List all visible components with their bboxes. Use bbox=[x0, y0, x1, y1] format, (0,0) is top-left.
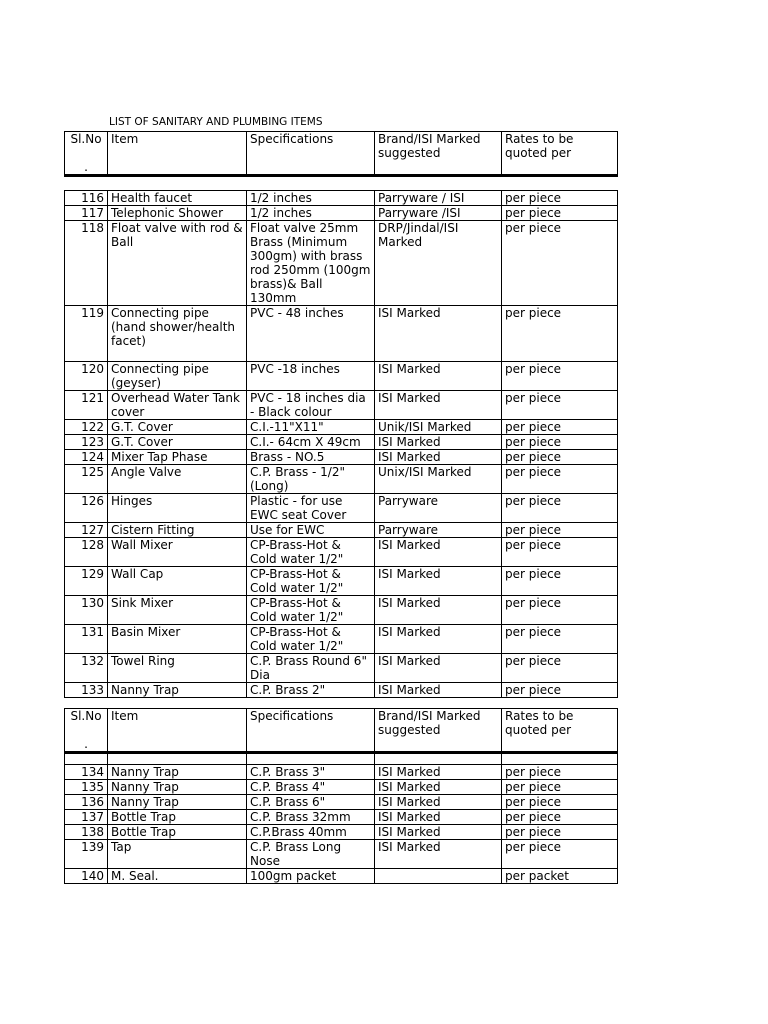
cell-item: Mixer Tap Phase bbox=[108, 450, 247, 465]
cell-specifications: CP-Brass-Hot & Cold water 1/2" bbox=[247, 538, 375, 567]
cell-sl-no: 120 bbox=[65, 362, 108, 391]
table-row bbox=[65, 191, 618, 206]
cell-sl-no: 126 bbox=[65, 494, 108, 523]
table-row bbox=[65, 625, 618, 654]
cell-sl-no: 117 bbox=[65, 206, 108, 221]
header-sl-no: Sl.No bbox=[65, 709, 108, 738]
cell-sl-no: 129 bbox=[65, 567, 108, 596]
cell-specifications: 100gm packet bbox=[247, 869, 375, 884]
table-row bbox=[65, 538, 618, 567]
cell-specifications: C.P. Brass 2" bbox=[247, 683, 375, 698]
table-row bbox=[65, 450, 618, 465]
cell-sl-no: 122 bbox=[65, 420, 108, 435]
table-row-blank bbox=[65, 753, 618, 765]
cell-brand: ISI Marked bbox=[375, 391, 502, 420]
cell-rate: per piece bbox=[502, 221, 618, 306]
table-row bbox=[65, 825, 618, 840]
cell-sl-no: 121 bbox=[65, 391, 108, 420]
cell-sl-no: 138 bbox=[65, 825, 108, 840]
cell-brand: ISI Marked bbox=[375, 795, 502, 810]
cell-item: G.T. Cover bbox=[108, 435, 247, 450]
cell-brand: ISI Marked bbox=[375, 450, 502, 465]
cell-sl-no: 139 bbox=[65, 840, 108, 869]
cell-rate: per piece bbox=[502, 362, 618, 391]
cell-rate: per piece bbox=[502, 683, 618, 698]
cell-sl-no: 136 bbox=[65, 795, 108, 810]
cell-sl-no: 137 bbox=[65, 810, 108, 825]
table-header-1 bbox=[64, 131, 618, 177]
cell-item: Wall Cap bbox=[108, 567, 247, 596]
cell-rate: per piece bbox=[502, 450, 618, 465]
cell-rate: per piece bbox=[502, 494, 618, 523]
cell-brand: ISI Marked bbox=[375, 683, 502, 698]
table-row bbox=[65, 869, 618, 884]
cell-item: Nanny Trap bbox=[108, 683, 247, 698]
header-sl-no-cont: . bbox=[65, 160, 108, 176]
cell-sl-no: 140 bbox=[65, 869, 108, 884]
table-row bbox=[65, 420, 618, 435]
cell-brand: ISI Marked bbox=[375, 625, 502, 654]
cell-item: Connecting pipe (hand shower/health facet) bbox=[108, 306, 247, 362]
cell-item: Nanny Trap bbox=[108, 795, 247, 810]
cell-rate: per piece bbox=[502, 654, 618, 683]
cell-sl-no: 134 bbox=[65, 765, 108, 780]
cell-specifications: PVC - 18 inches dia - Black colour bbox=[247, 391, 375, 420]
cell-brand bbox=[375, 869, 502, 884]
cell-item: Float valve with rod & Ball bbox=[108, 221, 247, 306]
table-row bbox=[65, 206, 618, 221]
cell-item: Sink Mixer bbox=[108, 596, 247, 625]
table-body-1 bbox=[64, 190, 618, 698]
cell-specifications: CP-Brass-Hot & Cold water 1/2" bbox=[247, 596, 375, 625]
cell-item: Basin Mixer bbox=[108, 625, 247, 654]
cell-brand: Unik/ISI Marked bbox=[375, 420, 502, 435]
cell-sl-no: 116 bbox=[65, 191, 108, 206]
cell-brand: ISI Marked bbox=[375, 435, 502, 450]
cell-specifications: C.I.- 64cm X 49cm bbox=[247, 435, 375, 450]
cell-brand: Parryware / ISI bbox=[375, 191, 502, 206]
cell-brand: DRP/Jindal/ISI Marked bbox=[375, 221, 502, 306]
cell-rate: per piece bbox=[502, 420, 618, 435]
cell-brand: Unix/ISI Marked bbox=[375, 465, 502, 494]
header-sl-no: Sl.No bbox=[65, 132, 108, 161]
cell-rate: per piece bbox=[502, 625, 618, 654]
cell-specifications: C.P.Brass 40mm bbox=[247, 825, 375, 840]
cell-rate: per packet bbox=[502, 869, 618, 884]
cell-sl-no: 125 bbox=[65, 465, 108, 494]
cell-brand: Parryware bbox=[375, 523, 502, 538]
table-row bbox=[65, 765, 618, 780]
cell-item: Hinges bbox=[108, 494, 247, 523]
cell-specifications: C.P. Brass - 1/2" (Long) bbox=[247, 465, 375, 494]
cell-rate: per piece bbox=[502, 567, 618, 596]
cell-rate: per piece bbox=[502, 765, 618, 780]
cell-brand: Parryware bbox=[375, 494, 502, 523]
cell-brand: ISI Marked bbox=[375, 538, 502, 567]
page-title: LIST OF SANITARY AND PLUMBING ITEMS bbox=[109, 116, 323, 128]
cell-rate: per piece bbox=[502, 825, 618, 840]
cell-brand: ISI Marked bbox=[375, 840, 502, 869]
cell-specifications: Float valve 25mm Brass (Minimum 300gm) with brass rod 250mm (100gm brass)& Ball 130mm bbox=[247, 221, 375, 306]
table-row bbox=[65, 494, 618, 523]
cell-specifications: CP-Brass-Hot & Cold water 1/2" bbox=[247, 567, 375, 596]
cell-specifications: PVC -18 inches bbox=[247, 362, 375, 391]
cell-sl-no: 123 bbox=[65, 435, 108, 450]
cell-brand: ISI Marked bbox=[375, 596, 502, 625]
cell-item: Bottle Trap bbox=[108, 825, 247, 840]
table-row bbox=[65, 362, 618, 391]
table-row bbox=[65, 523, 618, 538]
cell-rate: per piece bbox=[502, 191, 618, 206]
header-rate: Rates to be quoted per bbox=[502, 132, 618, 161]
header-specifications: Specifications bbox=[247, 709, 375, 738]
table-row bbox=[65, 221, 618, 306]
table-header-2 bbox=[64, 708, 618, 754]
cell-item: Wall Mixer bbox=[108, 538, 247, 567]
cell-item: Connecting pipe (geyser) bbox=[108, 362, 247, 391]
table-row bbox=[65, 780, 618, 795]
cell-specifications: C.P. Brass 3" bbox=[247, 765, 375, 780]
cell-sl-no: 131 bbox=[65, 625, 108, 654]
table-row bbox=[65, 840, 618, 869]
cell-rate: per piece bbox=[502, 435, 618, 450]
cell-specifications: Plastic - for use EWC seat Cover bbox=[247, 494, 375, 523]
cell-item: Cistern Fitting bbox=[108, 523, 247, 538]
cell-brand: ISI Marked bbox=[375, 810, 502, 825]
table-row bbox=[65, 795, 618, 810]
table-row bbox=[65, 567, 618, 596]
cell-rate: per piece bbox=[502, 206, 618, 221]
cell-sl-no: 128 bbox=[65, 538, 108, 567]
cell-rate: per piece bbox=[502, 523, 618, 538]
cell-sl-no: 130 bbox=[65, 596, 108, 625]
cell-sl-no: 132 bbox=[65, 654, 108, 683]
table-row bbox=[65, 465, 618, 494]
table-row bbox=[65, 391, 618, 420]
cell-item: Overhead Water Tank cover bbox=[108, 391, 247, 420]
cell-specifications: C.P. Brass 4" bbox=[247, 780, 375, 795]
cell-item: M. Seal. bbox=[108, 869, 247, 884]
header-sl-no-cont: . bbox=[65, 737, 108, 753]
cell-item: Towel Ring bbox=[108, 654, 247, 683]
cell-rate: per piece bbox=[502, 840, 618, 869]
cell-item: Telephonic Shower bbox=[108, 206, 247, 221]
cell-sl-no: 133 bbox=[65, 683, 108, 698]
cell-sl-no: 119 bbox=[65, 306, 108, 362]
cell-brand: Parryware /ISI bbox=[375, 206, 502, 221]
cell-specifications: 1/2 inches bbox=[247, 206, 375, 221]
table-row bbox=[65, 596, 618, 625]
cell-item: G.T. Cover bbox=[108, 420, 247, 435]
header-item: Item bbox=[108, 132, 247, 161]
cell-specifications: C.P. Brass Long Nose bbox=[247, 840, 375, 869]
table-row bbox=[65, 306, 618, 362]
cell-brand: ISI Marked bbox=[375, 765, 502, 780]
cell-specifications: Use for EWC bbox=[247, 523, 375, 538]
header-brand: Brand/ISI Marked suggested bbox=[375, 132, 502, 161]
cell-brand: ISI Marked bbox=[375, 362, 502, 391]
cell-specifications: C.P. Brass Round 6" Dia bbox=[247, 654, 375, 683]
cell-sl-no: 118 bbox=[65, 221, 108, 306]
cell-item: Angle Valve bbox=[108, 465, 247, 494]
table-row bbox=[65, 810, 618, 825]
header-rate: Rates to be quoted per bbox=[502, 709, 618, 738]
cell-specifications: C.P. Brass 6" bbox=[247, 795, 375, 810]
cell-sl-no: 127 bbox=[65, 523, 108, 538]
cell-brand: ISI Marked bbox=[375, 306, 502, 362]
cell-rate: per piece bbox=[502, 795, 618, 810]
cell-rate: per piece bbox=[502, 596, 618, 625]
cell-brand: ISI Marked bbox=[375, 654, 502, 683]
cell-rate: per piece bbox=[502, 780, 618, 795]
cell-sl-no: 135 bbox=[65, 780, 108, 795]
cell-specifications: PVC - 48 inches bbox=[247, 306, 375, 362]
cell-rate: per piece bbox=[502, 306, 618, 362]
table-row bbox=[65, 654, 618, 683]
cell-specifications: Brass - NO.5 bbox=[247, 450, 375, 465]
header-item: Item bbox=[108, 709, 247, 738]
cell-item: Nanny Trap bbox=[108, 780, 247, 795]
cell-specifications: C.P. Brass 32mm bbox=[247, 810, 375, 825]
cell-specifications: 1/2 inches bbox=[247, 191, 375, 206]
cell-rate: per piece bbox=[502, 465, 618, 494]
cell-item: Health faucet bbox=[108, 191, 247, 206]
cell-brand: ISI Marked bbox=[375, 825, 502, 840]
table-row bbox=[65, 435, 618, 450]
cell-rate: per piece bbox=[502, 810, 618, 825]
header-brand: Brand/ISI Marked suggested bbox=[375, 709, 502, 738]
cell-brand: ISI Marked bbox=[375, 780, 502, 795]
cell-rate: per piece bbox=[502, 538, 618, 567]
table-body-2 bbox=[64, 752, 618, 884]
table-row bbox=[65, 683, 618, 698]
cell-specifications: CP-Brass-Hot & Cold water 1/2" bbox=[247, 625, 375, 654]
cell-item: Bottle Trap bbox=[108, 810, 247, 825]
header-specifications: Specifications bbox=[247, 132, 375, 161]
cell-sl-no: 124 bbox=[65, 450, 108, 465]
cell-rate: per piece bbox=[502, 391, 618, 420]
cell-item: Tap bbox=[108, 840, 247, 869]
cell-specifications: C.I.-11"X11" bbox=[247, 420, 375, 435]
cell-item: Nanny Trap bbox=[108, 765, 247, 780]
cell-brand: ISI Marked bbox=[375, 567, 502, 596]
